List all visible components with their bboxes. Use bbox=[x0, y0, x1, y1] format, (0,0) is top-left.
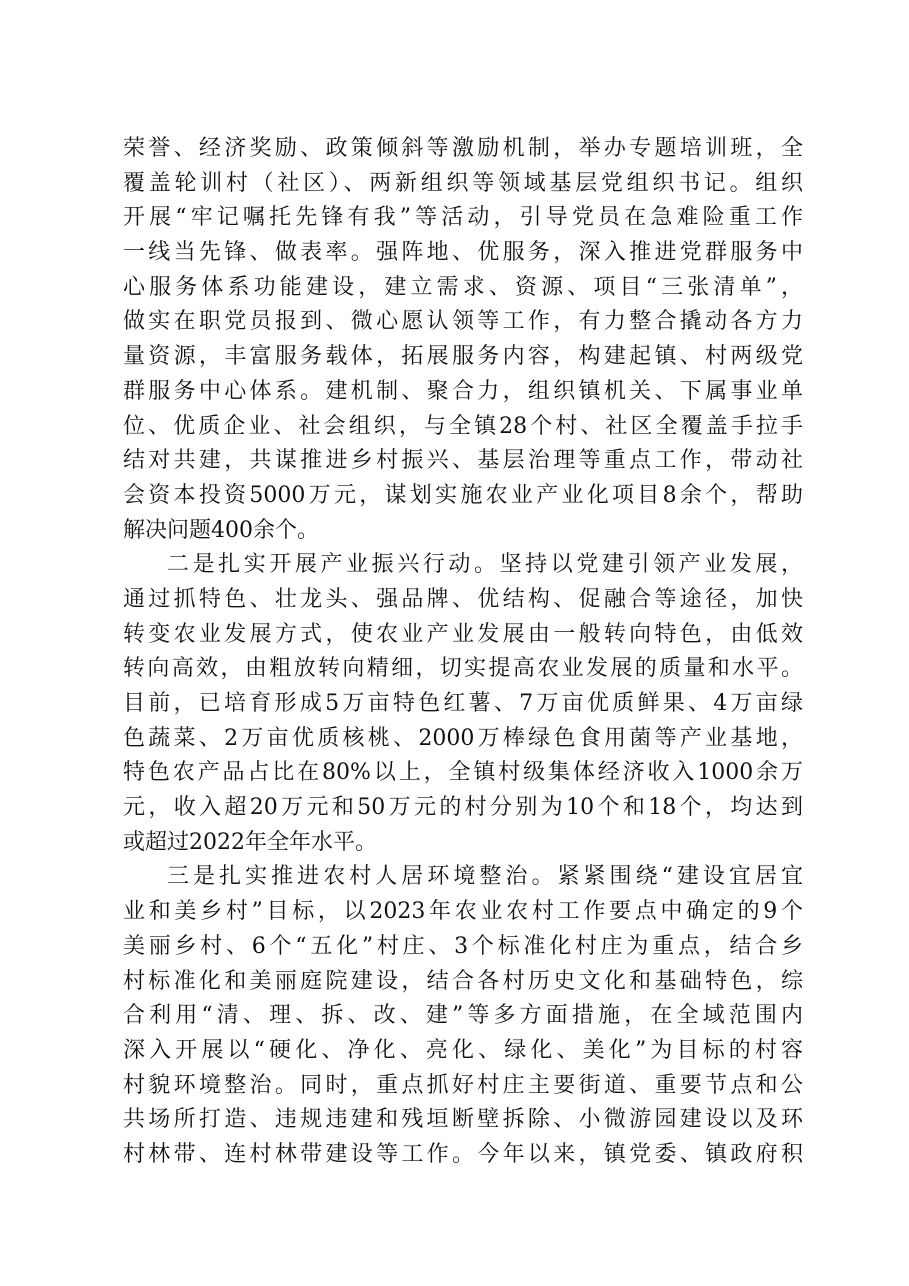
text-line: 特色农产品占比在80%以上，全镇村级集体经济收入1000余万 bbox=[123, 760, 803, 786]
text-line: 一线当先锋、做表率。强阵地、优服务，深入推进党群服务中 bbox=[123, 240, 803, 266]
text-line: 村标准化和美丽庭院建设，结合各村历史文化和基础特色，综 bbox=[123, 968, 803, 994]
text-line: 色蔬菜、2万亩优质核桃、2000万棒绿色食用菌等产业基地， bbox=[123, 725, 803, 751]
text-line: 结对共建，共谋推进乡村振兴、基层治理等重点工作，带动社 bbox=[123, 448, 803, 474]
text-line: 转变农业发展方式，使农业产业发展由一般转向特色，由低效 bbox=[123, 621, 803, 647]
text-line: 业和美乡村”目标，以2023年农业农村工作要点中确定的9个 bbox=[123, 899, 803, 925]
text-line: 目前，已培育形成5万亩特色红薯、7万亩优质鲜果、4万亩绿 bbox=[123, 691, 803, 716]
text-line: 心服务体系功能建设，建立需求、资源、项目“三张清单”， bbox=[123, 274, 803, 300]
paragraph-start-line: 三是扎实推进农村人居环境整治。紧紧围绕“建设宜居宜 bbox=[167, 864, 803, 890]
text-line: 通过抓特色、壮龙头、强品牌、优结构、促融合等途径，加快 bbox=[123, 586, 803, 612]
text-line: 位、优质企业、社会组织，与全镇28个村、社区全覆盖手拉手 bbox=[123, 413, 803, 439]
text-line: 村貌环境整治。同时，重点抓好村庄主要街道、重要节点和公 bbox=[123, 1072, 803, 1098]
text-line: 会资本投资5000万元，谋划实施农业产业化项目8余个，帮助 bbox=[123, 482, 803, 508]
text-line: 或超过2022年全年水平。 bbox=[123, 829, 377, 855]
text-line: 开展“牢记嘱托先锋有我”等活动，引导党员在急难险重工作 bbox=[123, 205, 803, 231]
text-line: 量资源，丰富服务载体，拓展服务内容，构建起镇、村两级党 bbox=[123, 344, 803, 370]
text-line: 做实在职党员报到、微心愿认领等工作，有力整合撬动各方力 bbox=[123, 309, 803, 335]
text-line: 荣誉、经济奖励、政策倾斜等激励机制，举办专题培训班，全 bbox=[123, 136, 803, 161]
text-line: 群服务中心体系。建机制、聚合力，组织镇机关、下属事业单 bbox=[123, 378, 803, 404]
text-line: 转向高效，由粗放转向精细，切实提高农业发展的质量和水平。 bbox=[123, 656, 803, 682]
text-line: 合利用“清、理、拆、改、建”等多方面措施，在全域范围内 bbox=[123, 1003, 803, 1029]
text-line: 元，收入超20万元和50万元的村分别为10个和18个，均达到 bbox=[123, 795, 803, 821]
text-line: 共场所打造、违规违建和残垣断壁拆除、小微游园建设以及环 bbox=[123, 1107, 803, 1133]
paragraph-start-line: 二是扎实开展产业振兴行动。坚持以党建引领产业发展， bbox=[167, 552, 803, 578]
text-line: 村林带、连村林带建设等工作。今年以来，镇党委、镇政府积 bbox=[123, 1141, 803, 1167]
text-line: 美丽乡村、6个“五化”村庄、3个标准化村庄为重点，结合乡 bbox=[123, 933, 803, 959]
text-line: 深入开展以“硬化、净化、亮化、绿化、美化”为目标的村容 bbox=[123, 1037, 803, 1063]
text-line: 解决问题400余个。 bbox=[123, 517, 319, 543]
body-text bbox=[123, 132, 803, 1173]
text-line: 覆盖轮训村（社区）、两新组织等领域基层党组织书记。组织 bbox=[123, 170, 803, 196]
